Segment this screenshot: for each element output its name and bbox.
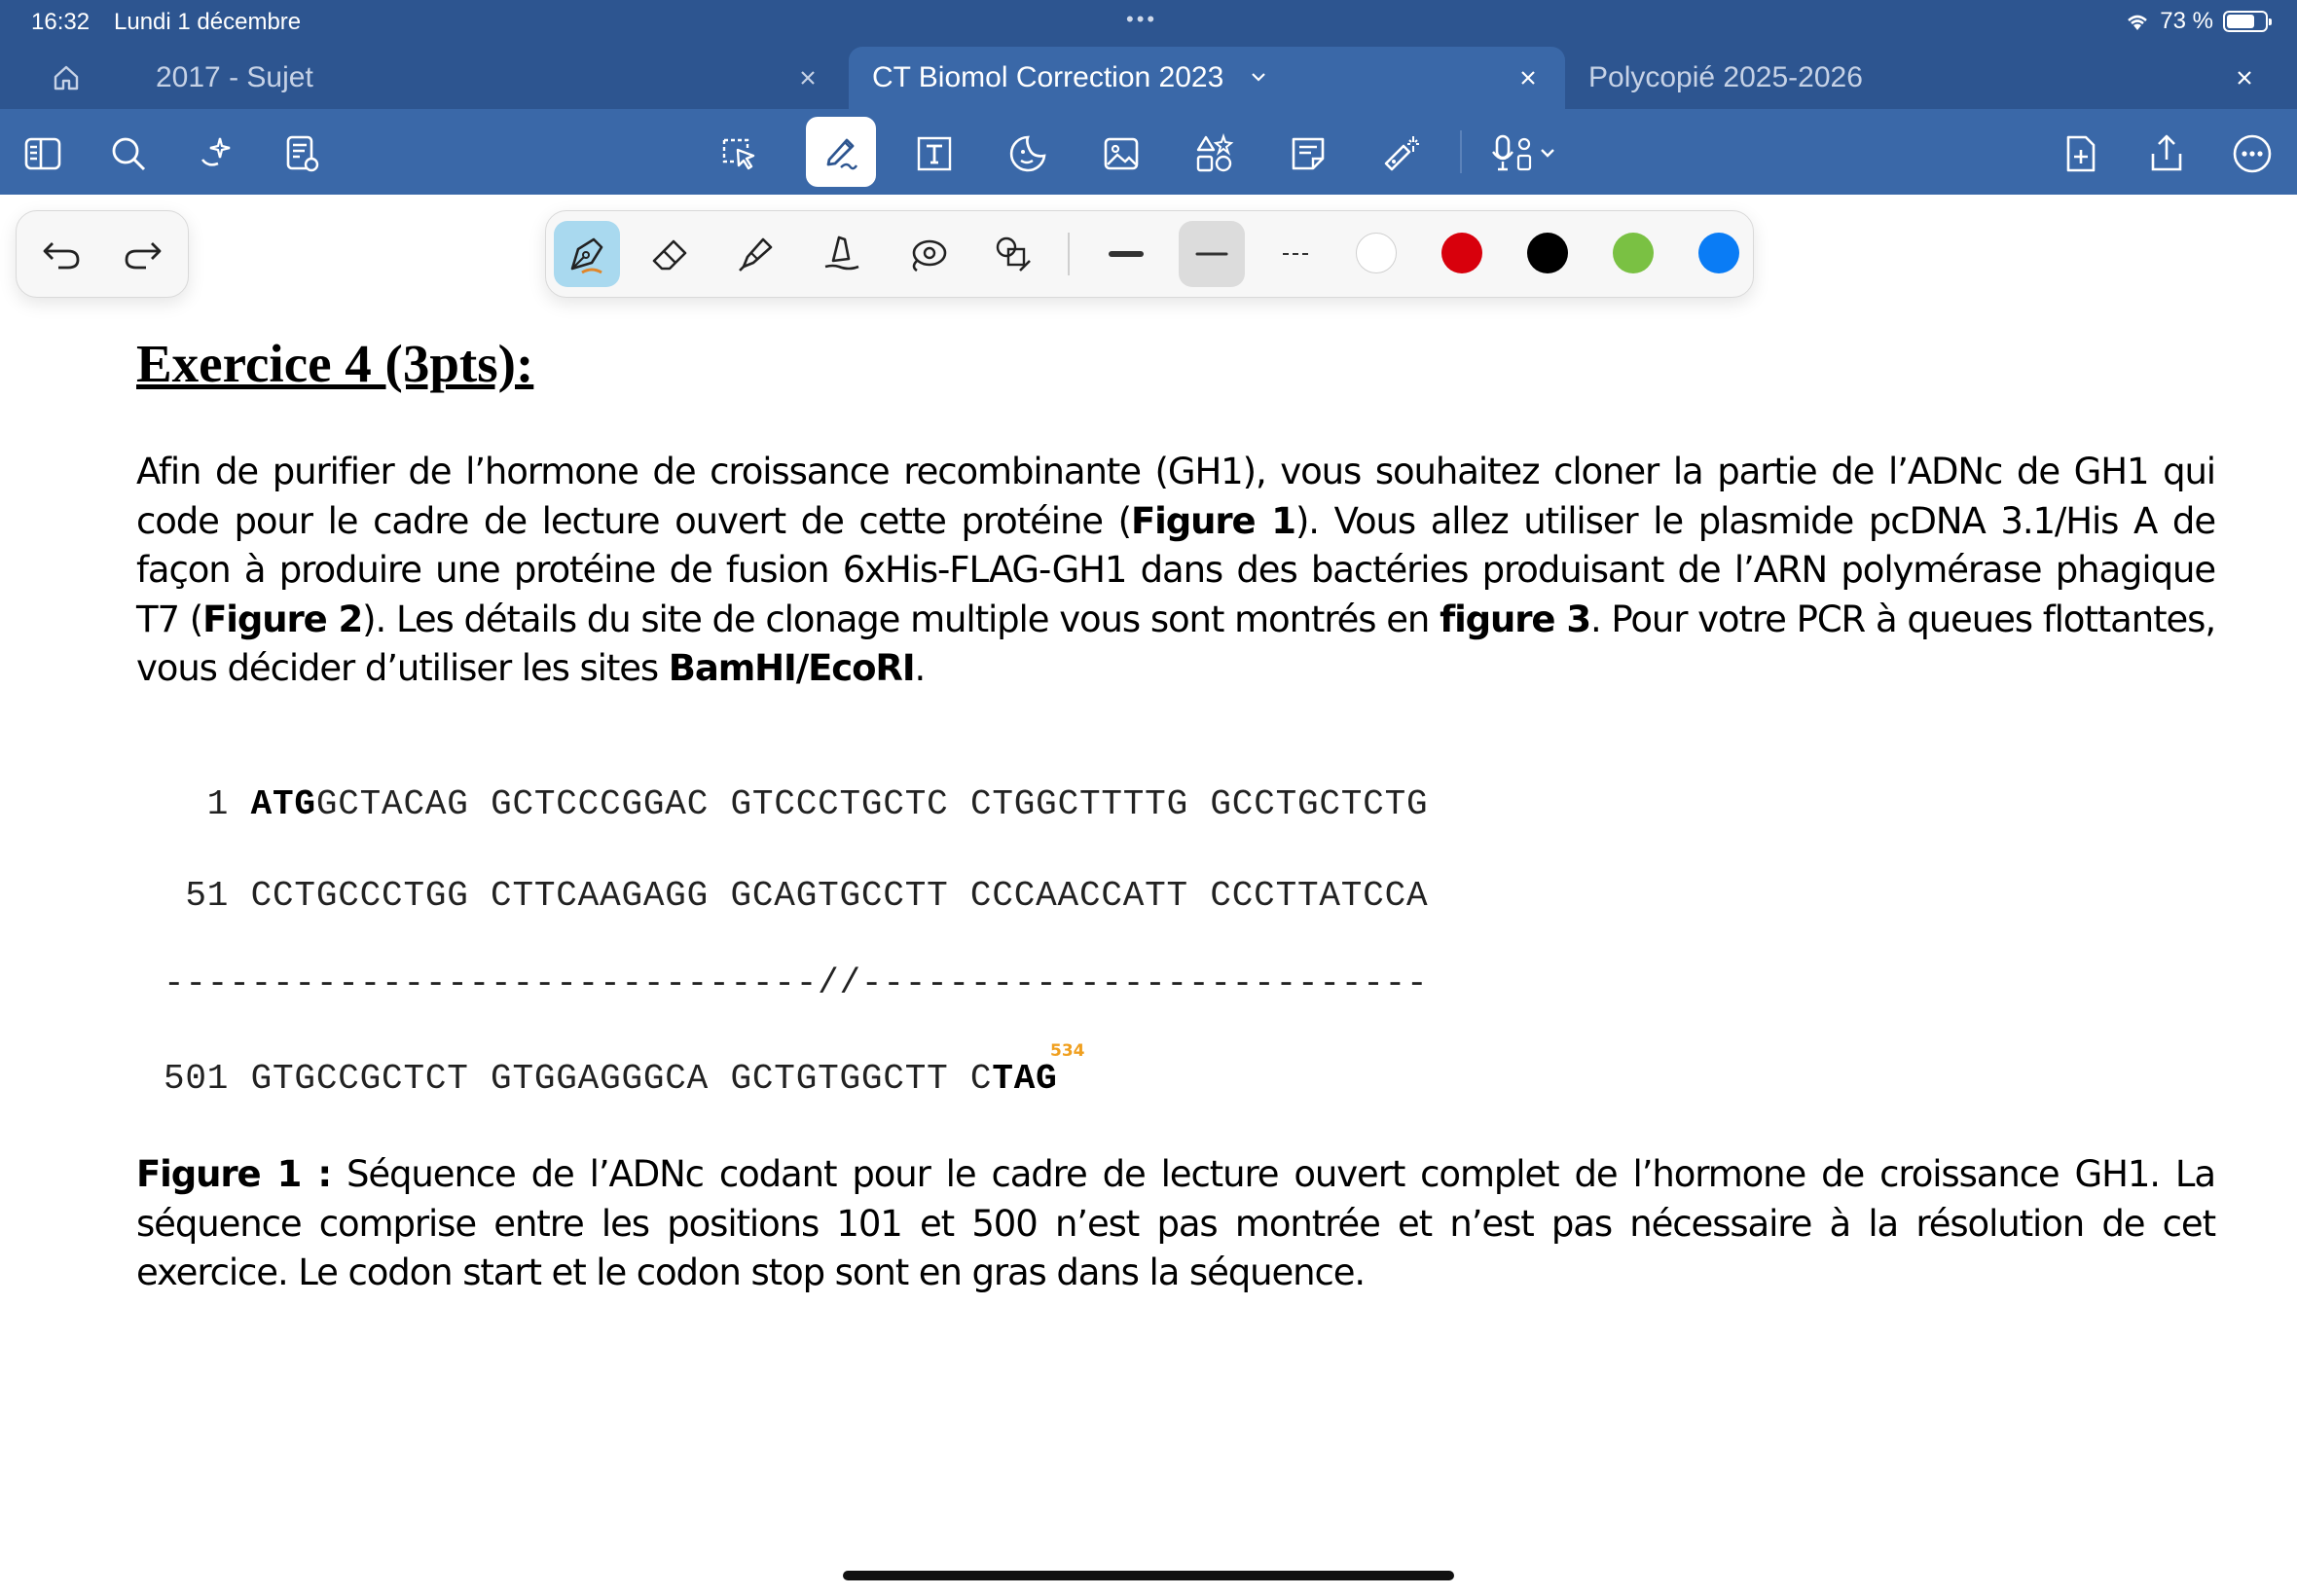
toolbar-divider: [1460, 130, 1462, 173]
start-codon: ATG: [250, 784, 316, 824]
eraser-icon: [648, 232, 693, 276]
close-icon[interactable]: [2231, 64, 2258, 91]
pen-icon: [820, 130, 862, 173]
intro-text: .: [914, 647, 926, 689]
color-swatch-blue[interactable]: [1698, 233, 1739, 273]
marker-button[interactable]: [809, 221, 875, 287]
stroke-medium-button[interactable]: [1179, 221, 1245, 287]
main-toolbar: [0, 109, 2297, 195]
search-button[interactable]: [101, 127, 156, 181]
figure-caption: [136, 1150, 2215, 1298]
pen-panel-divider: [1068, 233, 1070, 275]
sequence-break: ------------------------------//--------------------------: [164, 963, 1429, 1003]
tab-2017-sujet[interactable]: [127, 47, 847, 109]
note-tool-button[interactable]: [1281, 127, 1335, 181]
tab-ct-biomol-correction-2023[interactable]: [849, 47, 1565, 109]
image-icon: [1100, 132, 1143, 175]
intro-text: Afin de purifier de l’hormone de croissance recombinante (GH1), vous souhaitez cloner la partie de l’ADNc de GH1 qui code pour le cadre de lecture ouvert de cette protéine (: [136, 451, 2215, 542]
close-icon[interactable]: [1514, 64, 1542, 91]
intro-text: ). Les détails du site de clonage multiple vous sont montrés en: [362, 598, 1440, 640]
sequence-text: 501 GTGCCGCTCT GTGGAGGGCA GCTGTGGCTT C: [164, 1059, 993, 1099]
share-button[interactable]: [2139, 127, 2194, 181]
status-time: 16:32: [31, 9, 91, 35]
color-swatch-red[interactable]: [1441, 233, 1482, 273]
eraser-button[interactable]: [638, 221, 704, 287]
home-indicator[interactable]: [843, 1571, 1454, 1580]
medium-line-icon: [1189, 232, 1234, 276]
undo-redo-panel: [16, 210, 189, 298]
image-tool-button[interactable]: [1094, 127, 1148, 181]
color-swatch-white[interactable]: [1356, 233, 1397, 273]
stroke-dashed-button[interactable]: [1264, 221, 1331, 287]
sequence-line-2: 51 CCTGCCCTGG CTTCAAGAGG GCAGTGCCTT CCCAACCATT CCCTTATCCA: [164, 876, 1429, 916]
new-page-icon: [2060, 132, 2102, 175]
lasso-icon: [905, 232, 950, 276]
more-button[interactable]: [2225, 127, 2279, 181]
tab-label: CT Biomol Correction 2023: [872, 61, 1224, 93]
color-swatch-black[interactable]: [1527, 233, 1568, 273]
shapes-tool-button[interactable]: [1187, 127, 1242, 181]
shape-recognition-button[interactable]: [980, 221, 1046, 287]
undo-button[interactable]: [28, 221, 94, 287]
more-icon: [2231, 132, 2274, 175]
redo-button[interactable]: [110, 221, 176, 287]
sequence-line-1: [164, 784, 1428, 824]
close-icon[interactable]: [794, 64, 821, 91]
wifi-icon: [2125, 11, 2150, 32]
microphone-icon: [1489, 132, 1575, 175]
pen-tools-panel: [545, 210, 1754, 298]
tab-label: Polycopié 2025-2026: [1588, 61, 1863, 93]
home-button[interactable]: [39, 58, 93, 97]
caption-text: Séquence de l’ADNc codant pour le cadre de lecture ouvert complet de l’hormone de croissance GH1. La séquence comprise entre les positions 101 et 500 n’est pas montrée et n’est pas nécessaire à la résolution de cet exercice. Le codon start et le codon stop sont en gras dans la séquence.: [136, 1153, 2215, 1293]
search-icon: [107, 132, 150, 175]
undo-icon: [39, 232, 84, 276]
highlighter-icon: [734, 232, 779, 276]
sidebar-button[interactable]: [16, 127, 70, 181]
share-icon: [2145, 132, 2188, 175]
sticker-tool-button[interactable]: [1001, 127, 1055, 181]
battery-icon: [2223, 11, 2268, 32]
stroke-thick-button[interactable]: [1093, 221, 1159, 287]
battery-percent: 73 %: [2160, 8, 2213, 34]
shapes-icon: [1193, 132, 1236, 175]
fountain-pen-button[interactable]: [554, 221, 620, 287]
fountain-pen-icon: [565, 232, 609, 276]
sequence-text: 1: [164, 784, 251, 824]
caption-label: Figure 1 :: [136, 1153, 332, 1195]
status-bar: [0, 0, 2297, 47]
new-page-button[interactable]: [2054, 127, 2108, 181]
stop-codon: TAG: [992, 1059, 1058, 1099]
lasso-tool-button[interactable]: [712, 127, 767, 181]
sequence-line-3: [164, 1059, 1058, 1099]
microphone-button[interactable]: [1487, 127, 1577, 181]
highlighter-button[interactable]: [723, 221, 789, 287]
sticker-icon: [1006, 132, 1049, 175]
thick-line-icon: [1104, 232, 1148, 276]
sequence-text: GCTACAG GCTCCCGGAC GTCCCTGCTC CTGGCTTTTG GCCTGCTCTG: [315, 784, 1429, 824]
text-box-icon: [913, 132, 956, 175]
redo-icon: [121, 232, 165, 276]
handwritten-annotation: 534: [1050, 1041, 1085, 1061]
dashed-line-icon: [1275, 232, 1320, 276]
battery-level: [2227, 15, 2254, 28]
laser-pointer-icon: [1380, 132, 1423, 175]
exercise-title: Exercice 4 (3pts):: [136, 334, 534, 393]
document-settings-button[interactable]: [274, 127, 329, 181]
intro-bold: BamHI/EcoRI: [668, 647, 915, 689]
lasso-pen-button[interactable]: [894, 221, 961, 287]
intro-text: ). Vous allez utiliser le plasmide pcDNA 3.1/His A de façon à produire une protéine de fusion 6xHis-FLAG-GH1 dans des bactéries produisant de l’ARN polymérase phagique T7 (: [136, 499, 2215, 640]
intro-text: . Pour votre PCR à queues flottantes, vous décider d’utiliser les sites: [136, 598, 2215, 689]
tab-label: 2017 - Sujet: [156, 61, 313, 93]
tab-bar: [0, 47, 2297, 109]
intro-bold: Figure 1: [1130, 499, 1295, 542]
pen-tool-button[interactable]: [806, 117, 876, 187]
document-settings-icon: [280, 132, 323, 175]
status-right: [2125, 8, 2268, 35]
tab-polycopie-2025-2026[interactable]: [1567, 47, 2268, 109]
sticky-note-icon: [1287, 132, 1330, 175]
intro-paragraph: [136, 448, 2215, 694]
shape-pen-icon: [991, 232, 1036, 276]
text-tool-button[interactable]: [907, 127, 962, 181]
lasso-select-icon: [718, 132, 761, 175]
intro-bold: Figure 2: [202, 598, 363, 640]
laser-pointer-button[interactable]: [1374, 127, 1429, 181]
sparkle-icon: [195, 132, 237, 175]
ai-button[interactable]: [189, 127, 243, 181]
status-date: Lundi 1 décembre: [114, 9, 302, 35]
intro-bold: figure 3: [1440, 598, 1590, 640]
marker-icon: [820, 232, 864, 276]
chevron-down-icon[interactable]: [1250, 70, 1267, 84]
sidebar-icon: [21, 132, 64, 175]
color-swatch-green[interactable]: [1613, 233, 1654, 273]
home-icon: [52, 63, 81, 92]
multitask-dots-icon[interactable]: •••: [1126, 7, 1158, 31]
